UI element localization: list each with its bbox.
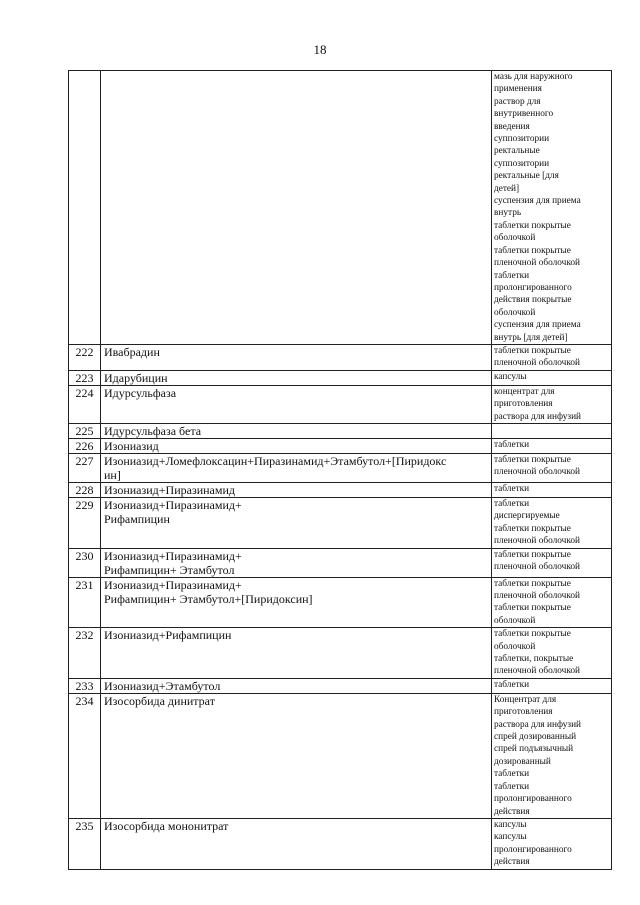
table-row bbox=[69, 482, 612, 497]
dosage-form-line: введения bbox=[494, 121, 530, 132]
dosage-form-line: таблетки, покрытые bbox=[494, 654, 574, 665]
drug-name-line: Изониазид bbox=[104, 438, 159, 453]
dosage-form-line: оболочкой bbox=[494, 307, 536, 318]
dosage-form-line: суспензия для приема bbox=[494, 320, 581, 331]
dosage-forms bbox=[492, 482, 612, 497]
dosage-forms bbox=[492, 344, 612, 370]
dosage-form-line: таблетки покрытые bbox=[494, 245, 571, 256]
dosage-forms bbox=[492, 818, 612, 869]
dosage-form-line: пролонгированного bbox=[494, 794, 572, 805]
row-number: 226 bbox=[69, 438, 101, 453]
row-number: 228 bbox=[69, 482, 101, 497]
table-row bbox=[69, 818, 612, 869]
row-number: 234 bbox=[69, 693, 101, 818]
dosage-forms bbox=[492, 628, 612, 679]
table-row bbox=[69, 71, 612, 345]
row-number bbox=[69, 71, 101, 345]
table-row bbox=[69, 628, 612, 679]
dosage-form-line: оболочкой bbox=[494, 641, 536, 652]
dosage-forms bbox=[492, 423, 612, 438]
drug-name-line bbox=[104, 71, 488, 85]
dosage-form-line: суспензия для приема bbox=[494, 196, 581, 207]
dosage-form-line: раствор для bbox=[494, 96, 541, 107]
dosage-form-line: пленочной оболочкой bbox=[494, 467, 581, 478]
row-number: 227 bbox=[69, 453, 101, 482]
dosage-forms bbox=[492, 438, 612, 453]
drug-name-line: Изониазид+Пиразинамид+ bbox=[104, 497, 242, 512]
dosage-form-line: Концентрат для bbox=[494, 694, 557, 705]
row-number: 231 bbox=[69, 577, 101, 628]
table-row bbox=[69, 678, 612, 693]
table-row bbox=[69, 344, 612, 370]
row-number: 235 bbox=[69, 818, 101, 869]
dosage-form-line: суппозитории bbox=[494, 158, 550, 169]
dosage-form-line: капсулы bbox=[494, 371, 527, 382]
drug-table bbox=[68, 70, 612, 870]
dosage-form-line: пленочной оболочкой bbox=[494, 562, 581, 572]
dosage-form-line: таблетки покрытые bbox=[494, 578, 571, 589]
table-row bbox=[69, 370, 612, 385]
row-number: 230 bbox=[69, 548, 101, 577]
dosage-form-line: внутрь bbox=[494, 208, 522, 219]
dosage-form-line: таблетки покрытые bbox=[494, 454, 571, 465]
drug-table-body bbox=[69, 71, 612, 870]
dosage-form-line: действия покрытые bbox=[494, 295, 572, 306]
table-row bbox=[69, 497, 612, 548]
dosage-form-line: таблетки покрытые bbox=[494, 549, 571, 560]
dosage-forms bbox=[492, 548, 612, 577]
dosage-form-line: ректальные [для bbox=[494, 171, 559, 182]
drug-name-line: Изосорбида динитрат bbox=[104, 693, 215, 708]
drug-name bbox=[101, 423, 492, 438]
dosage-form-line: суппозитории bbox=[494, 134, 550, 145]
dosage-forms bbox=[492, 693, 612, 818]
dosage-form-line: таблетки покрытые bbox=[494, 523, 571, 534]
row-number: 225 bbox=[69, 423, 101, 438]
drug-name bbox=[101, 438, 492, 453]
drug-name bbox=[101, 693, 492, 818]
drug-name bbox=[101, 577, 492, 628]
row-number: 222 bbox=[69, 344, 101, 370]
dosage-form-line: таблетки покрытые bbox=[494, 345, 571, 356]
drug-name-line: Изониазид+Рифампицин bbox=[104, 628, 232, 643]
drug-name-line: Идарубицин bbox=[104, 370, 168, 385]
drug-name bbox=[101, 548, 492, 577]
dosage-form-line: спрей подъязычный bbox=[494, 744, 574, 755]
drug-name-line: Ивабрадин bbox=[104, 344, 160, 359]
dosage-form-line bbox=[494, 424, 609, 436]
dosage-form-line: детей] bbox=[494, 183, 520, 194]
dosage-form-line: диспергируемые bbox=[494, 511, 560, 522]
dosage-form-line: таблетки bbox=[494, 498, 530, 509]
drug-name bbox=[101, 628, 492, 679]
dosage-forms bbox=[492, 385, 612, 423]
drug-name-line: Изосорбида мононитрат bbox=[104, 818, 229, 833]
table-row bbox=[69, 577, 612, 628]
dosage-form-line: дозированный bbox=[494, 756, 551, 767]
dosage-form-line: пленочной оболочкой bbox=[494, 358, 581, 369]
row-number: 224 bbox=[69, 385, 101, 423]
dosage-form-line: пленочной оболочкой bbox=[494, 258, 581, 269]
dosage-form-line: таблетки bbox=[494, 270, 530, 281]
drug-name-line: Рифампицин+ Этамбутол bbox=[104, 562, 235, 577]
dosage-forms bbox=[492, 497, 612, 548]
dosage-forms bbox=[492, 453, 612, 482]
dosage-forms bbox=[492, 71, 612, 345]
dosage-form-line: пролонгированного bbox=[494, 844, 572, 855]
dosage-form-line: капсулы bbox=[494, 819, 527, 830]
dosage-form-line: действия bbox=[494, 806, 530, 817]
dosage-form-line: раствора для инфузий bbox=[494, 719, 582, 730]
row-number: 233 bbox=[69, 678, 101, 693]
dosage-form-line: концентрат для bbox=[494, 386, 555, 397]
dosage-form-line: применения bbox=[494, 84, 542, 95]
drug-name bbox=[101, 370, 492, 385]
drug-name-line: Изониазид+Пиразинамид+ bbox=[104, 577, 242, 592]
drug-name-line: Изониазид+Пиразинамид bbox=[104, 482, 235, 497]
dosage-form-line: пленочной оболочкой bbox=[494, 536, 581, 547]
drug-name-line: Идурсульфаза бета bbox=[104, 423, 202, 438]
drug-name bbox=[101, 453, 492, 482]
dosage-form-line: действия bbox=[494, 857, 530, 868]
dosage-form-line: таблетки bbox=[494, 781, 530, 792]
dosage-form-line: таблетки bbox=[494, 679, 530, 690]
dosage-form-line: раствора для инфузий bbox=[494, 411, 582, 422]
table-row bbox=[69, 548, 612, 577]
dosage-form-line: приготовления bbox=[494, 399, 553, 410]
row-number: 229 bbox=[69, 497, 101, 548]
dosage-form-line: внутрь [для детей] bbox=[494, 332, 568, 343]
dosage-form-line: пленочной оболочкой bbox=[494, 591, 581, 601]
dosage-form-line: капсулы bbox=[494, 832, 527, 843]
dosage-forms bbox=[492, 678, 612, 693]
dosage-form-line: пленочной оболочкой bbox=[494, 666, 581, 677]
drug-name bbox=[101, 818, 492, 869]
table-row bbox=[69, 453, 612, 482]
row-number: 223 bbox=[69, 370, 101, 385]
dosage-form-line: таблетки покрытые bbox=[494, 220, 571, 231]
dosage-form-line: оболочкой bbox=[494, 615, 536, 626]
dosage-forms bbox=[492, 577, 612, 628]
dosage-form-line: пролонгированного bbox=[494, 282, 572, 293]
drug-name bbox=[101, 482, 492, 497]
dosage-form-line: мазь для наружного bbox=[494, 72, 573, 82]
dosage-form-line: спрей дозированный bbox=[494, 732, 577, 743]
dosage-form-line: ректальные bbox=[494, 146, 540, 157]
dosage-forms bbox=[492, 370, 612, 385]
page-number: 18 bbox=[313, 42, 327, 57]
table-row bbox=[69, 693, 612, 818]
drug-name-line: Изониазид+Этамбутол bbox=[104, 678, 221, 693]
drug-name-line: Рифампицин+ Этамбутол+[Пиридоксин] bbox=[104, 591, 313, 606]
drug-name bbox=[101, 385, 492, 423]
row-number: 232 bbox=[69, 628, 101, 679]
dosage-form-line: оболочкой bbox=[494, 233, 536, 244]
table-row bbox=[69, 423, 612, 438]
dosage-form-line: таблетки покрытые bbox=[494, 603, 571, 614]
drug-name-line: Изониазид+Пиразинамид+ bbox=[104, 548, 242, 563]
dosage-form-line: таблетки bbox=[494, 439, 530, 450]
dosage-form-line: таблетки покрытые bbox=[494, 629, 571, 640]
table-row bbox=[69, 385, 612, 423]
drug-name bbox=[101, 71, 492, 345]
drug-name-line: Изониазид+Ломефлоксацин+Пиразинамид+Этамбутол+[Пиридокс bbox=[104, 453, 447, 468]
drug-name-line: ин] bbox=[104, 467, 121, 482]
drug-name bbox=[101, 678, 492, 693]
drug-name bbox=[101, 497, 492, 548]
dosage-form-line: приготовления bbox=[494, 707, 553, 718]
dosage-form-line: таблетки bbox=[494, 483, 530, 494]
table-row bbox=[69, 438, 612, 453]
drug-name bbox=[101, 344, 492, 370]
drug-name-line: Идурсульфаза bbox=[104, 385, 177, 400]
drug-name-line: Рифампицин bbox=[104, 511, 170, 526]
dosage-form-line: таблетки bbox=[494, 769, 530, 780]
dosage-form-line: внутривенного bbox=[494, 109, 554, 120]
